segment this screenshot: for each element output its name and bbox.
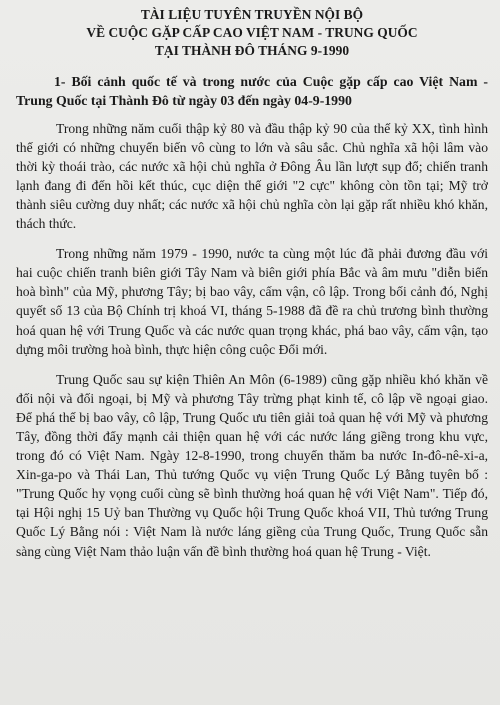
header-line-3: TẠI THÀNH ĐÔ THÁNG 9-1990 [154, 43, 350, 59]
header-line-1: TÀI LIỆU TUYÊN TRUYỀN NỘI BỘ [140, 7, 364, 22]
paragraph-1: Trong những năm cuối thập kỷ 80 và đầu thập kỷ 90 của thế kỷ XX, tình hình thế giới có những chuyển biến vô cùng to lớn và sâu sắc. Chủ nghĩa xã hội lâm vào thời kỳ thoái trào, các nước xã hội chủ nghĩa ở Đông Âu lần lượt sụp đổ; chiến tranh lạnh đang đi đến hồi kết thúc, cục diện thế giới "2 cực" không còn tồn tại; Mỹ trở thành siêu cường duy nhất; các nước xã hội chủ nghĩa còn lại gặp rất nhiều khó khăn, thách thức. [16, 120, 488, 232]
paragraph-3: Trung Quốc sau sự kiện Thiên An Môn (6-1989) cũng gặp nhiều khó khăn về đối nội và đối ngoại, bị Mỹ và phương Tây trừng phạt kinh tế, cô lập về ngoại giao. Để phá thế bị bao vây, cô lập, Trung Quốc ưu tiên giải toả quan hệ với Mỹ và phương Tây, đồng thời đẩy mạnh cải thiện quan hệ với các nước láng giềng trong khu vực, trong đó có Việt Nam. Ngày 12-8-1990, trong chuyến thăm ba nước In-đô-nê-xi-a, Xin-ga-po và Thái Lan, Thủ tướng Quốc vụ viện Trung Quốc Lý Bằng tuyên bố : "Trung Quốc hy vọng cuối cùng sẽ bình thường hoá quan hệ với Việt Nam". Tiếp đó, tại Hội nghị 15 Uỷ ban Thường vụ Quốc hội Trung Quốc khoá VII, Thủ tướng Trung Quốc Lý Bằng nói : Việt Nam là nước láng giềng của Trung Quốc, Trung Quốc sẵn sàng cùng Việt Nam thảo luận vấn đề bình thường hoá quan hệ Trung - Việt. [16, 371, 488, 559]
document-header [16, 6, 488, 61]
section-title: 1- Bối cảnh quốc tế và trong nước của Cuộc gặp cấp cao Việt Nam - Trung Quốc tại Thành Đô từ ngày 03 đến ngày 04-9-1990 [16, 73, 488, 109]
paragraph-2: Trong những năm 1979 - 1990, nước ta cùng một lúc đã phải đương đầu với hai cuộc chiến tranh biên giới Tây Nam và biên giới phía Bắc và âm mưu "diễn biến hoà bình" của Mỹ, phương Tây; bị bao vây, cấm vận, cô lập. Trong bối cảnh đó, Nghị quyết số 13 của Bộ Chính trị khoá VI, tháng 5-1988 đã đề ra chủ trương bình thường hoá quan hệ với Trung Quốc và các nước quan trọng khác, phá bao vây, cấm vận, tạo dựng môi trường hoà bình, thực hiện công cuộc Đổi mới. [16, 246, 488, 357]
header-line-2: VỀ CUỘC GẶP CẤP CAO VIỆT NAM - TRUNG QUỐC [86, 25, 418, 41]
